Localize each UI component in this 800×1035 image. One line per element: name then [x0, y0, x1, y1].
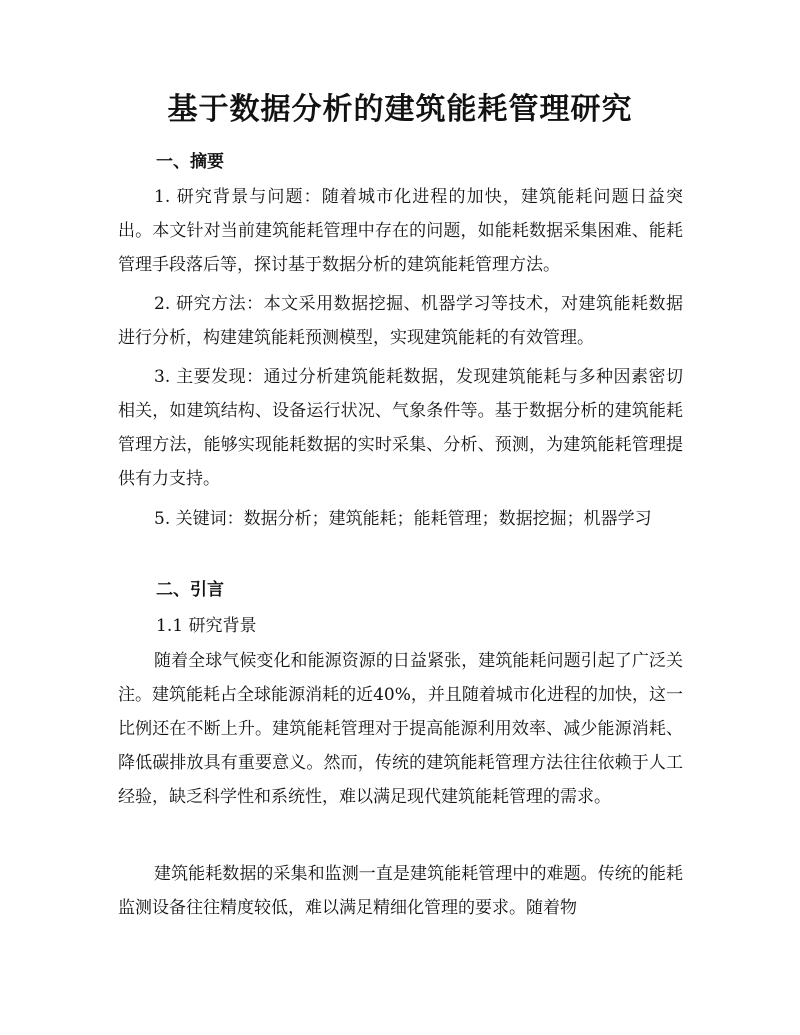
intro-paragraph-1: 随着全球气候变化和能源资源的日益紧张，建筑能耗问题引起了广泛关注。建筑能耗占全球能源消耗的近40%，并且随着城市化进程的加快，这一比例还在不断上升。建筑能耗管理对于提高能源利用效率、减少能源消耗、降低碳排放具有重要意义。然而，传统的建筑能耗管理方法往往依赖于人工经验，缺乏科学性和系统性，难以满足现代建筑能耗管理的需求。 — [118, 651, 683, 807]
subsection-heading-background: 1.1 研究背景 — [156, 616, 257, 636]
intro-paragraph-2: 建筑能耗数据的采集和监测一直是建筑能耗管理中的难题。传统的能耗监测设备往往精度较低，难以满足精细化管理的要求。随着物 — [118, 864, 683, 918]
abstract-keywords: 5. 关键词：数据分析；建筑能耗；能耗管理；数据挖掘；机器学习 — [154, 509, 652, 529]
section-heading-intro: 二、引言 — [156, 580, 224, 600]
document-title: 基于数据分析的建筑能耗管理研究 — [167, 92, 633, 127]
section-heading-abstract: 一、摘要 — [156, 152, 224, 172]
abstract-paragraph-3: 3. 主要发现：通过分析建筑能耗数据，发现建筑能耗与多种因素密切相关，如建筑结构、设备运行状况、气象条件等。基于数据分析的建筑能耗管理方法，能够实现能耗数据的实时采集、分析、预测，为建筑能耗管理提供有力支持。 — [118, 367, 683, 489]
abstract-paragraph-1: 1. 研究背景与问题：随着城市化进程的加快，建筑能耗问题日益突出。本文针对当前建筑能耗管理中存在的问题，如能耗数据采集困难、能耗管理手段落后等，探讨基于数据分析的建筑能耗管理方法。 — [118, 187, 683, 275]
abstract-paragraph-2: 2. 研究方法：本文采用数据挖掘、机器学习等技术，对建筑能耗数据进行分析，构建建筑能耗预测模型，实现建筑能耗的有效管理。 — [118, 294, 683, 348]
